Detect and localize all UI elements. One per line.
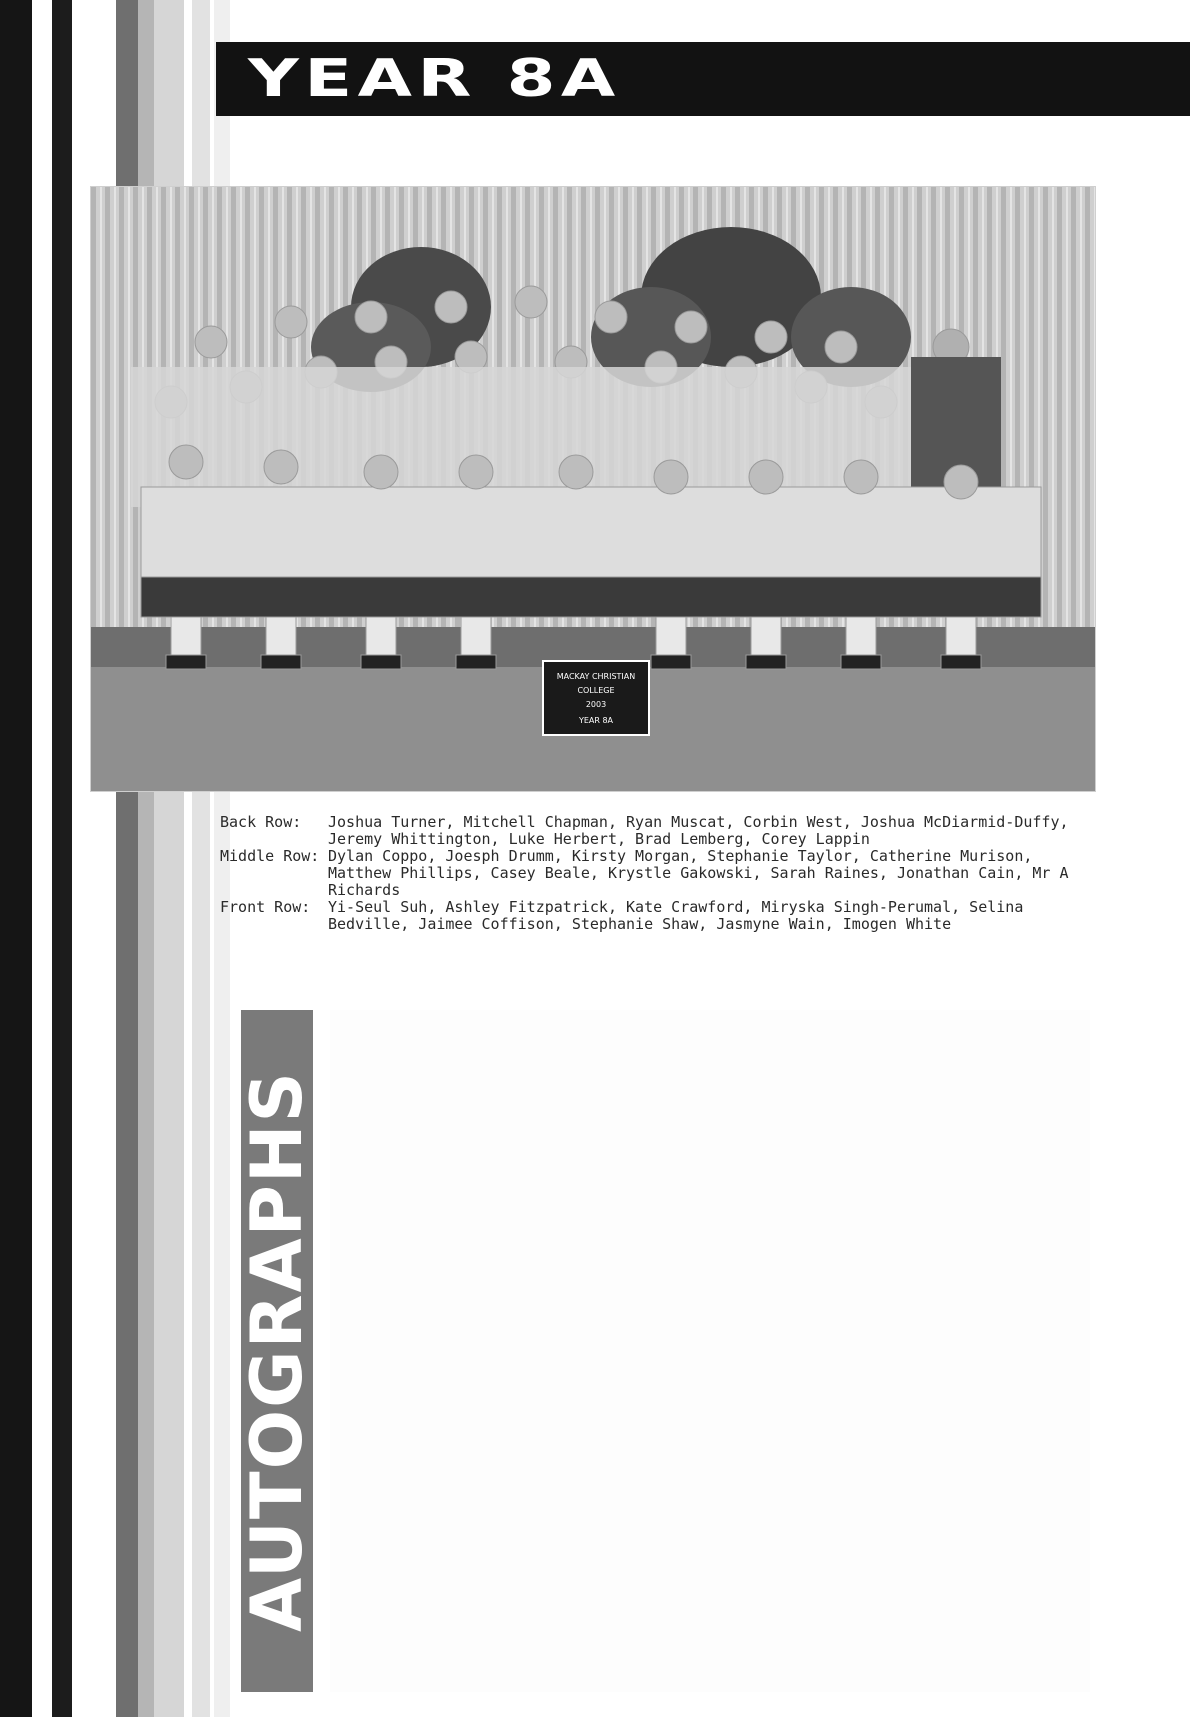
caption-row-label: Back Row: — [220, 813, 302, 831]
caption-row-label: Front Row: — [220, 898, 311, 916]
caption-row-label: Middle Row: — [220, 847, 320, 865]
caption-row-names: Joshua Turner, Mitchell Chapman, Ryan Muscat, Corbin West, Joshua McDiarmid-Duffy, Jeremy Whittington, Luke Herbert, Brad Lemberg, Corey Lappin — [328, 813, 1069, 848]
title-bar — [216, 42, 1190, 116]
sign-line: MACKAY CHRISTIAN — [556, 672, 636, 681]
autograph-signing-area — [330, 1010, 1090, 1692]
caption-row-names: Dylan Coppo, Joesph Drumm, Kirsty Morgan, Stephanie Taylor, Catherine Murison, Matthew Phillips, Casey Beale, Krystle Gakowski, Sarah Raines, Jonathan Cain, Mr A Richards — [328, 847, 1069, 899]
left-stripe-dark — [52, 0, 72, 1717]
class-photo-illustration — [91, 187, 1095, 791]
autographs-banner — [236, 1010, 318, 1692]
caption-row-back — [220, 814, 1100, 848]
class-photo — [90, 186, 1096, 792]
photo-caption — [220, 814, 1100, 933]
class-sign — [543, 661, 649, 735]
caption-row-names: Yi-Seul Suh, Ashley Fitzpatrick, Kate Crawford, Miryska Singh-Perumal, Selina Bedville, Jaimee Coffison, Stephanie Shaw, Jasmyne Wain, Imogen White — [328, 898, 1024, 933]
autographs-label: AUTOGRAPHS — [236, 1070, 318, 1632]
left-stripe-black — [0, 0, 32, 1717]
caption-row-front — [220, 899, 1100, 933]
sign-line: 2003 — [585, 700, 607, 709]
page-title: YEAR 8A — [248, 49, 621, 109]
sign-line: YEAR 8A — [578, 716, 614, 725]
caption-row-middle — [220, 848, 1100, 899]
standing-students — [131, 367, 951, 507]
left-stripe-gap — [32, 0, 52, 1717]
sign-line: COLLEGE — [577, 686, 615, 695]
